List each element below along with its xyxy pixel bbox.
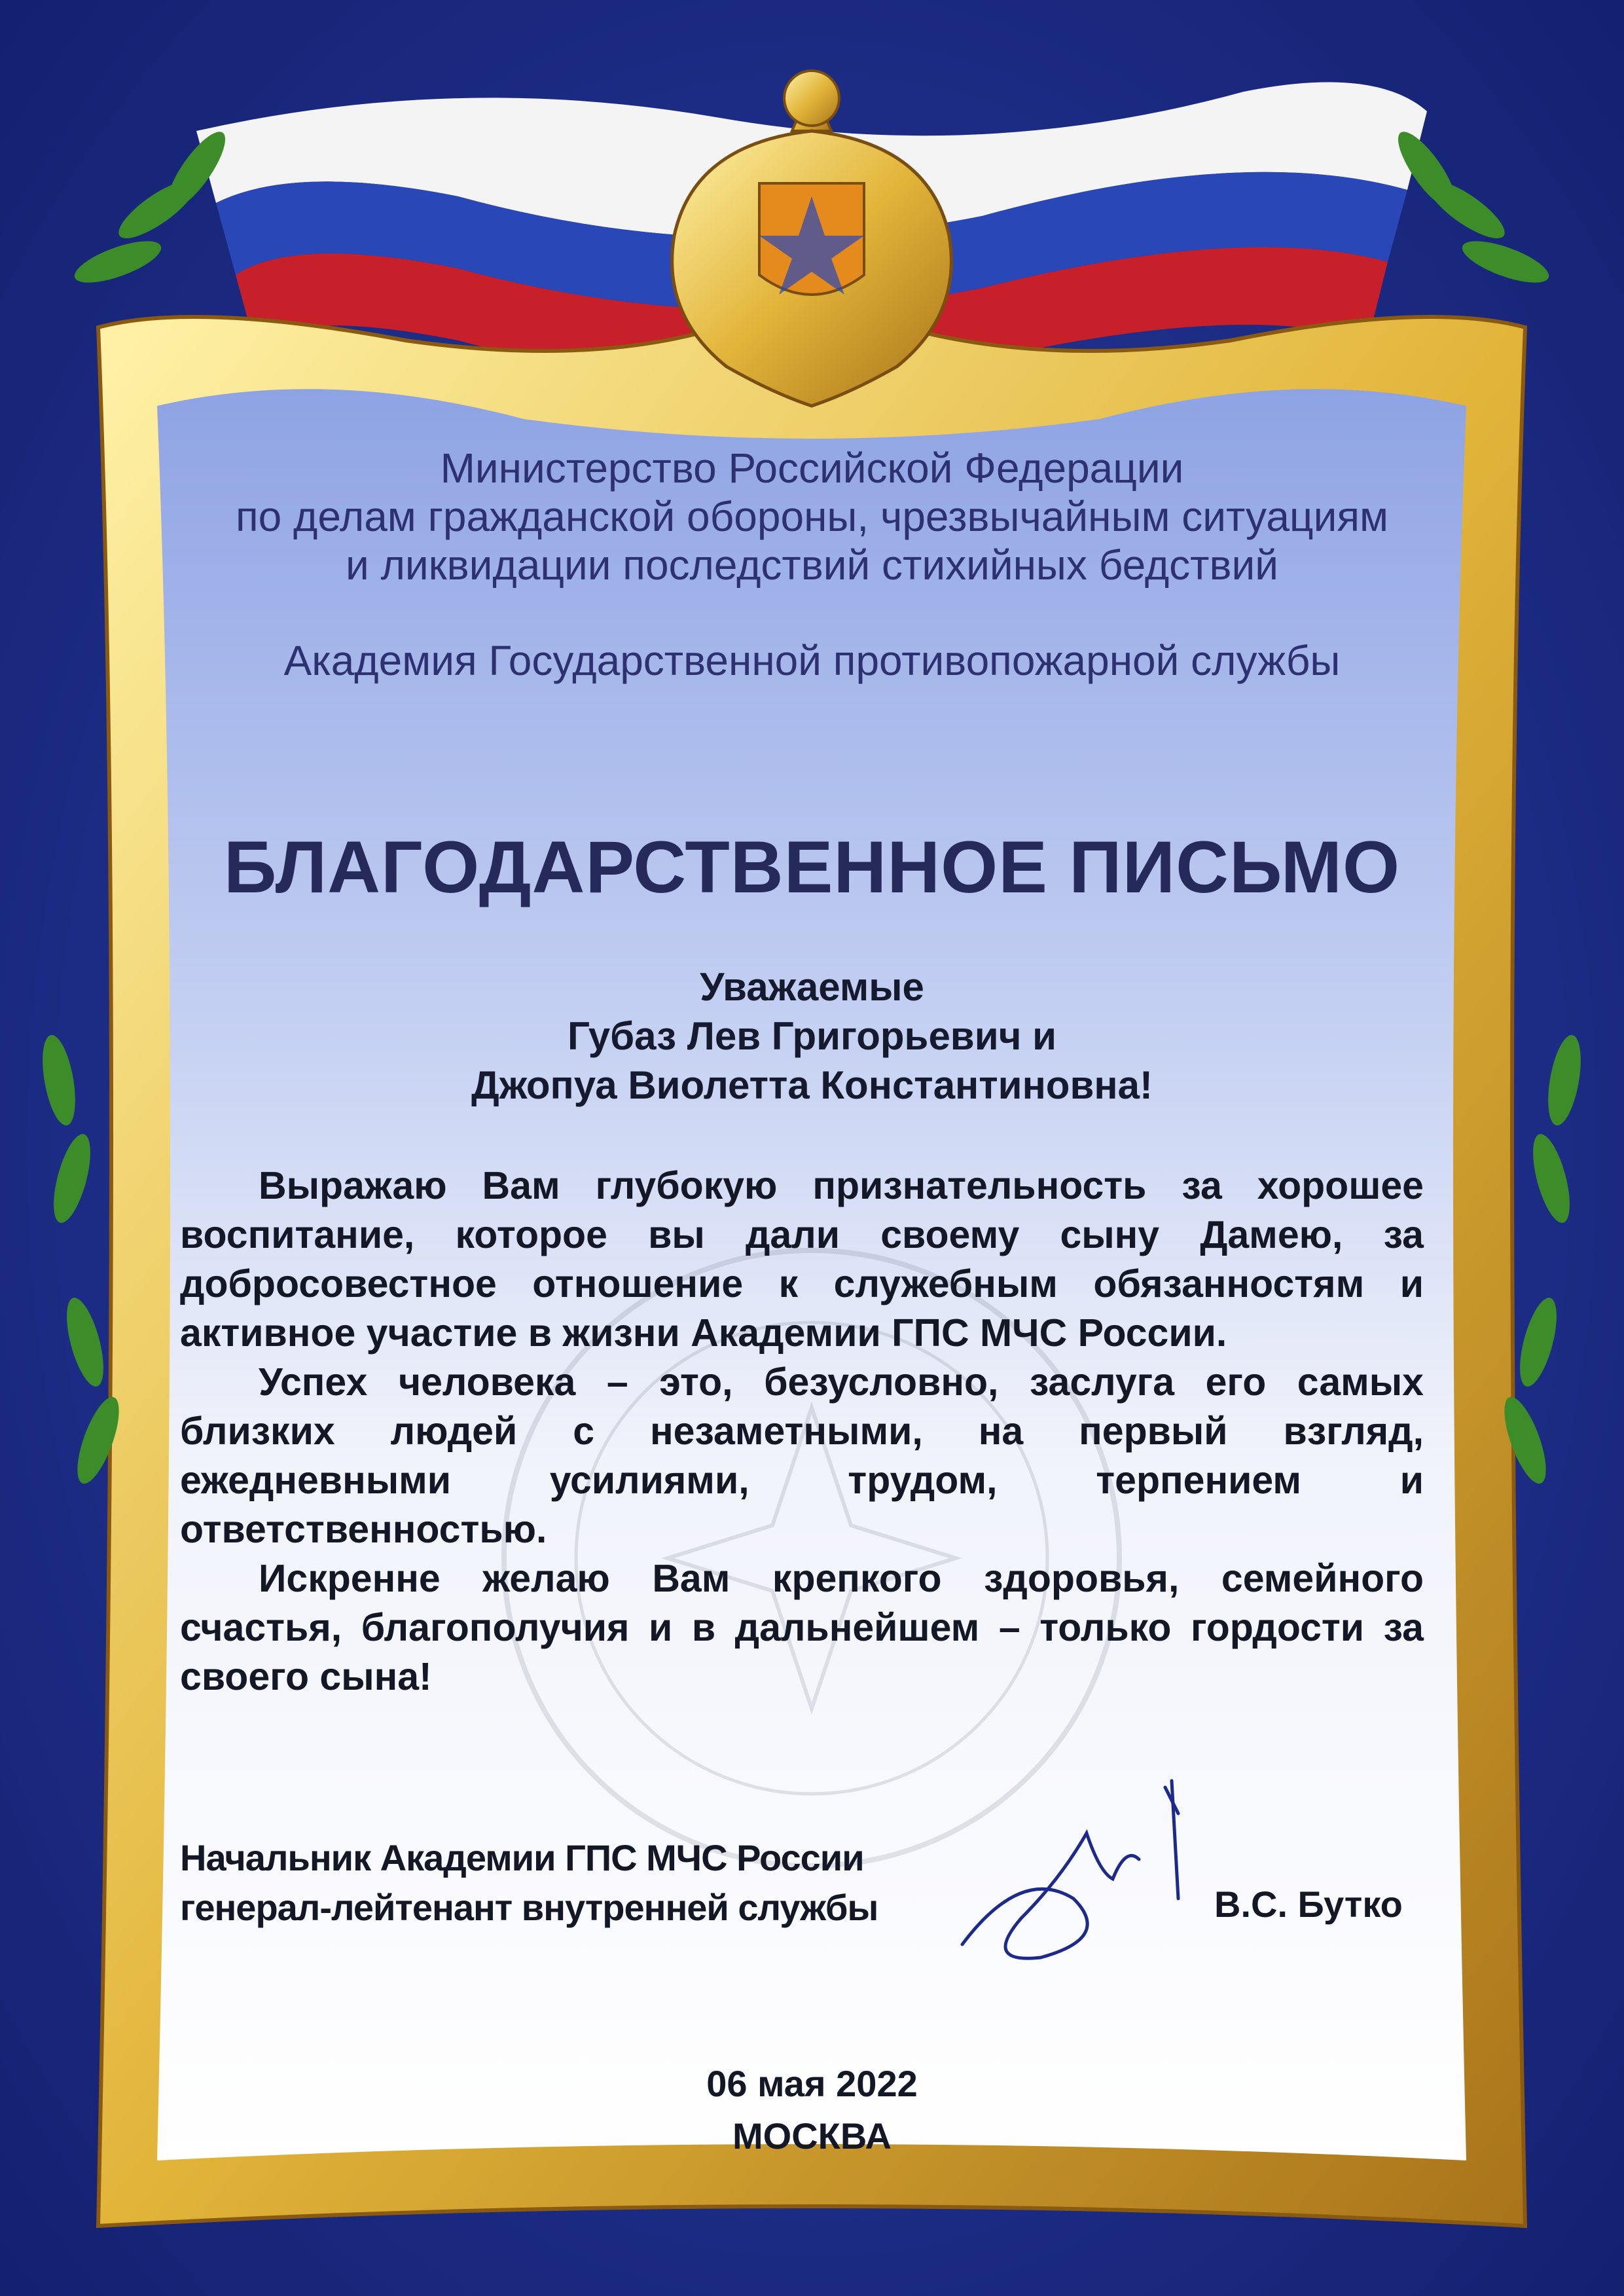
greeting [0, 962, 1624, 1110]
greeting-line: Губаз Лев Григорьевич и [568, 1014, 1056, 1058]
signatory-position [180, 1833, 878, 1933]
greeting-line: Джопуа Виолетта Константиновна! [471, 1063, 1153, 1107]
letter-body [180, 1161, 1424, 1702]
letter-city: МОСКВА [732, 2115, 892, 2157]
page-title: БЛАГОДАРСТВЕННОЕ ПИСЬМО [223, 826, 1401, 908]
greeting-line: Уважаемые [700, 965, 924, 1009]
letter-date: 06 мая 2022 [706, 2063, 918, 2104]
ministry-line: по делам гражданской обороны, чрезвычайным ситуациям [236, 493, 1388, 540]
position-line: Начальник Академии ГПС МЧС России [180, 1837, 864, 1878]
signatory-name: В.С. Бутко [1214, 1884, 1403, 1925]
body-paragraph: Успех человека – это, безусловно, заслуга его самых близких людей с незаметными, на первый взгляд, ежедневными усилиями, трудом, терпением и ответственностью. [180, 1360, 1424, 1551]
ministry-line: и ликвидации последствий стихийных бедствий [346, 541, 1278, 589]
body-paragraph: Искренне желаю Вам крепкого здоровья, семейного счастья, благополучия и в дальнейшем – только гордости за своего сына! [180, 1557, 1424, 1698]
position-line: генерал-лейтенант внутренней службы [180, 1887, 878, 1928]
body-paragraph: Выражаю Вам глубокую признательность за хорошее воспитание, которое вы дали своему сыну Дамею, за добросовестное отношение к служебным обязанностям и активное участие в жизни Академии ГПС МЧС России. [180, 1164, 1424, 1355]
academy-name: Академия Государственной противопожарной службы [283, 637, 1341, 684]
ministry-line: Министерство Российской Федерации [440, 445, 1184, 492]
ministry-heading [0, 444, 1624, 589]
